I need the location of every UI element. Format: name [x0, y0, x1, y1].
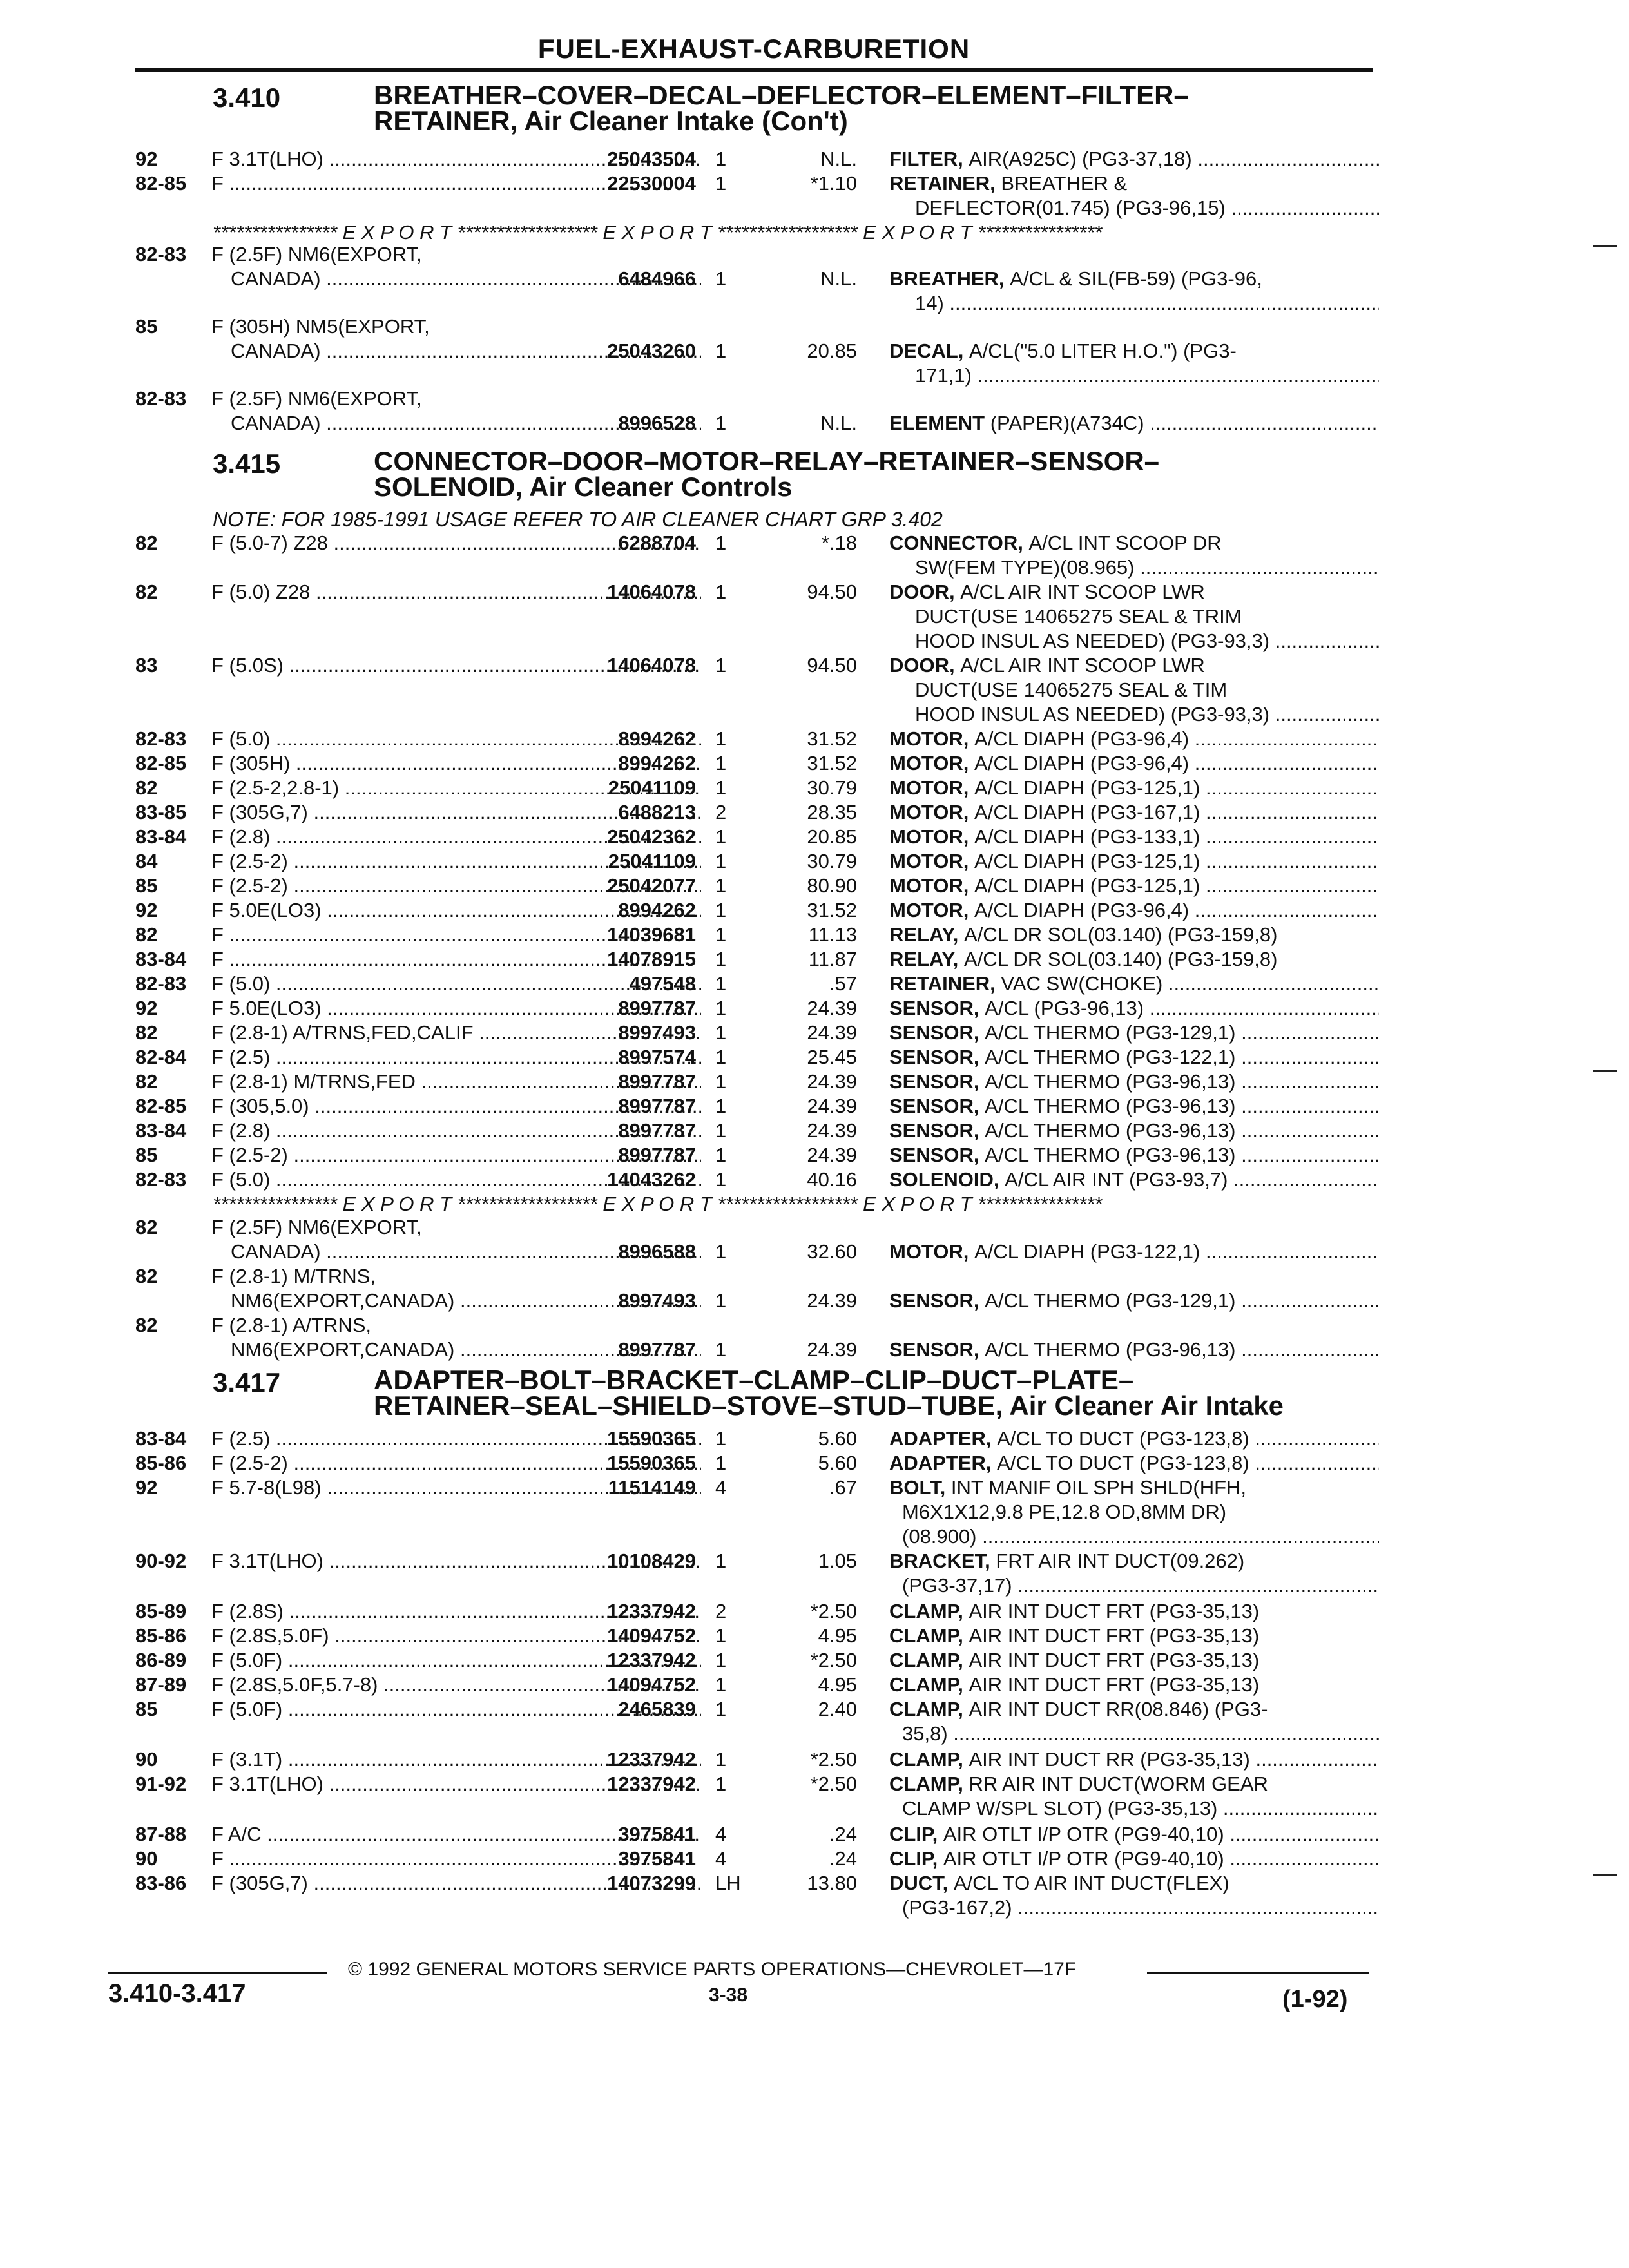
- page-number: 3-38: [709, 1984, 748, 2006]
- header-rule: [135, 68, 1373, 72]
- footer-rule: [108, 1972, 327, 1974]
- section-number: 3.410: [213, 82, 281, 113]
- page-header: [135, 30, 1373, 72]
- footer-copyright: © 1992 GENERAL MOTORS SERVICE PARTS OPERATIONS—CHEVROLET—17F: [348, 1959, 1077, 1980]
- section-title: ADAPTER–BOLT–BRACKET–CLAMP–CLIP–DUCT–PLATE– RETAINER–SEAL–SHIELD–STOVE–STUD–TUBE, Air Cleaner Air Intake: [374, 1365, 1284, 1421]
- footer-section-range: 3.410-3.417: [108, 1979, 246, 2008]
- margin-mark: [1593, 1874, 1617, 1876]
- section-note: NOTE: FOR 1985-1991 USAGE REFER TO AIR CLEANER CHART GRP 3.402: [213, 508, 943, 531]
- export-divider: **************** E X P O R T ****************** E X P O R T ****************** E X P O R T ****************: [213, 221, 1103, 244]
- section-title: BREATHER–COVER–DECAL–DEFLECTOR–ELEMENT–FILTER– RETAINER, Air Cleaner Intake (Con't): [374, 80, 1189, 136]
- margin-mark: [1593, 1070, 1617, 1072]
- margin-mark: [1593, 245, 1617, 247]
- section-number: 3.415: [213, 448, 281, 479]
- section-number: 3.417: [213, 1367, 281, 1398]
- page-title: FUEL-EXHAUST-CARBURETION: [537, 34, 970, 64]
- footer-date: (1-92): [1282, 1986, 1348, 2013]
- export-divider: **************** E X P O R T ****************** E X P O R T ****************** E X P O R T ****************: [213, 1193, 1103, 1215]
- section-title: CONNECTOR–DOOR–MOTOR–RELAY–RETAINER–SENSOR– SOLENOID, Air Cleaner Controls: [374, 446, 1160, 502]
- footer-rule: [1147, 1972, 1369, 1974]
